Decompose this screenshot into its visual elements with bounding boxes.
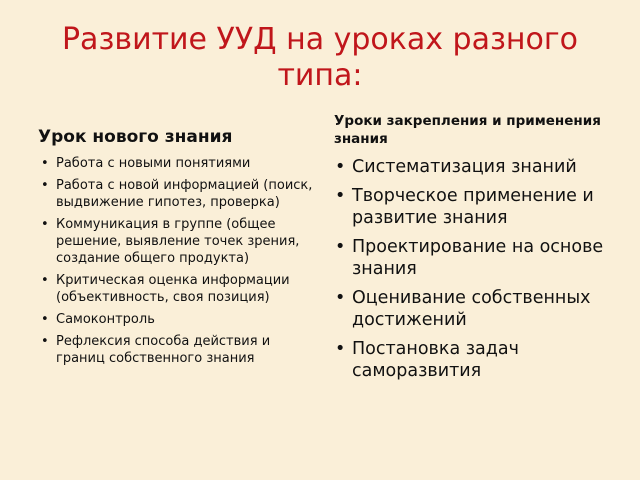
list-item: • Проектирование на основе знания [352,236,614,281]
list-item: • Оценивание собственных достижений [352,287,614,332]
list-item: • Творческое применение и развитие знания [352,185,614,230]
list-item: • Самоконтроль [56,311,318,328]
right-bullet-list [352,156,614,389]
list-item: • Работа с новой информацией (поиск, выдвижение гипотез, проверка) [56,177,318,211]
slide-title: Развитие УУД на уроках разного типа: [61,22,579,93]
list-item: • Систематизация знаний [352,156,614,179]
list-item: • Рефлексия способа действия и границ собственного знания [56,333,318,367]
left-bullet-list [56,155,318,372]
list-item: • Коммуникация в группе (общее решение, выявление точек зрения, создание общего продукта) [56,216,318,267]
left-column-heading: Урок нового знания [38,127,233,147]
list-item: • Постановка задач саморазвития [352,338,614,383]
list-item: • Работа с новыми понятиями [56,155,318,172]
list-item: • Критическая оценка информации (объективность, своя позиция) [56,272,318,306]
right-column-heading: Уроки закрепления и применения знания [334,113,601,147]
